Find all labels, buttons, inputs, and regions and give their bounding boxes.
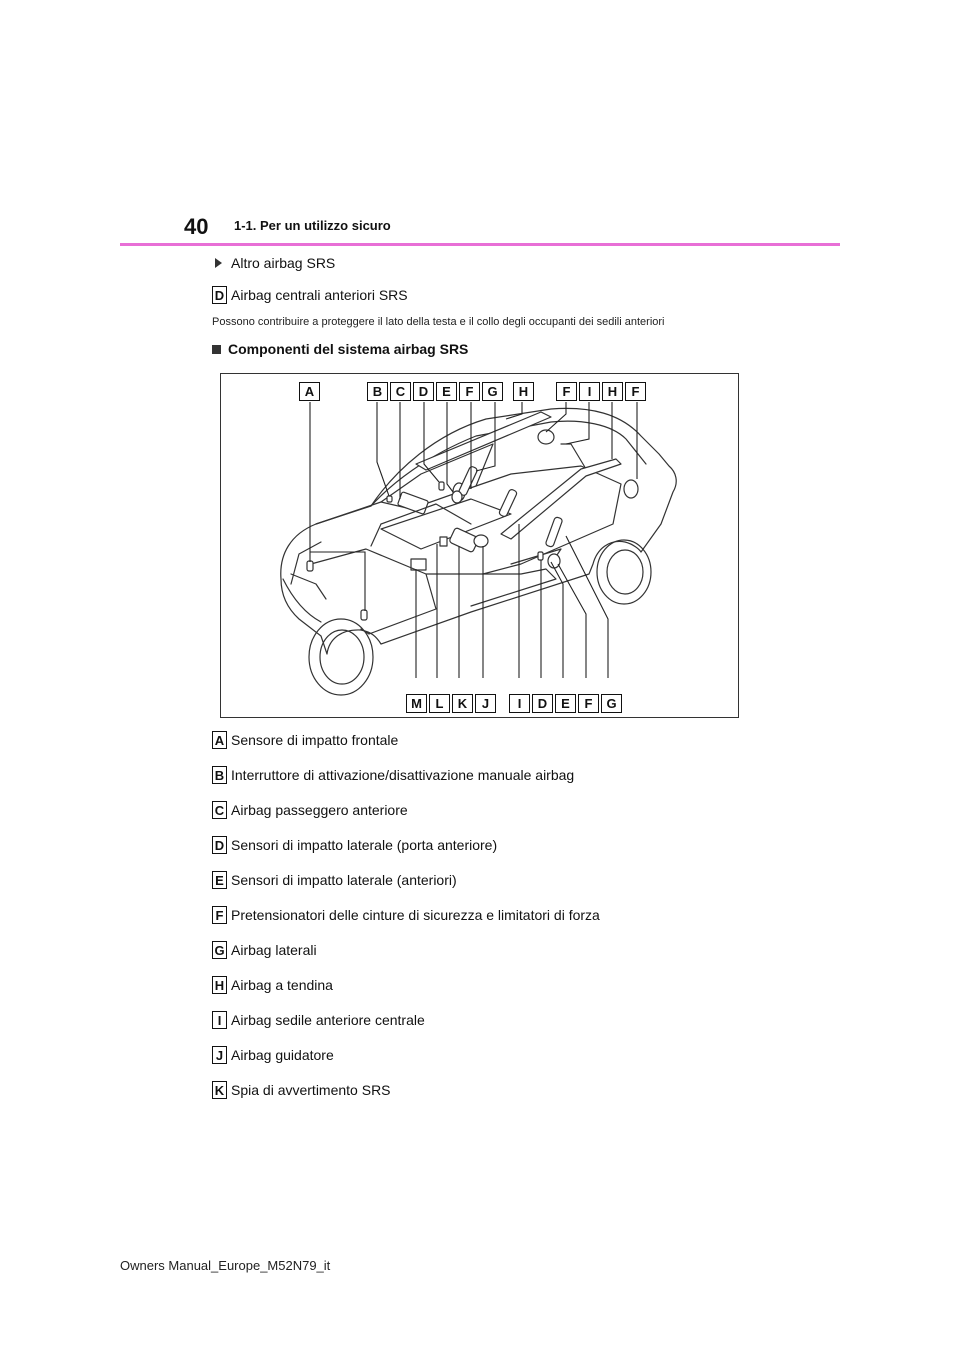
legend-label: Pretensionatori delle cinture di sicurezza e limitatori di forza (231, 907, 600, 923)
section-heading (212, 341, 468, 357)
legend-key: D (212, 836, 227, 854)
legend-item (212, 801, 408, 819)
legend-key: B (212, 766, 227, 784)
legend-key: I (212, 1011, 227, 1029)
callout-label: D (532, 694, 553, 713)
legend-key: F (212, 906, 227, 924)
legend-item (212, 941, 317, 959)
page-number: 40 (184, 214, 209, 239)
legend-item (212, 976, 333, 994)
legend-item (212, 1046, 334, 1064)
callout-label: K (452, 694, 473, 713)
d-item-line (212, 286, 408, 304)
legend-label: Airbag passeggero anteriore (231, 802, 408, 818)
callout-label: F (556, 382, 577, 401)
legend-key: K (212, 1081, 227, 1099)
legend-label: Interruttore di attivazione/disattivazione manuale airbag (231, 767, 575, 783)
section-title: 1-1. Per un utilizzo sicuro (234, 218, 391, 233)
callout-label: F (625, 382, 646, 401)
callout-label: I (579, 382, 600, 401)
callout-label: G (482, 382, 503, 401)
callout-label: F (578, 694, 599, 713)
legend-item (212, 731, 398, 749)
intro-note: Possono contribuire a proteggere il lato della testa e il collo degli occupanti dei sedili anteriori (212, 316, 665, 328)
callout-label: H (513, 382, 534, 401)
footer-manual-id: Owners Manual_Europe_M52N79_it (120, 1258, 331, 1273)
arrow-bullet-icon (215, 258, 222, 268)
d-key-badge: D (212, 286, 227, 304)
airbag-diagram (220, 373, 739, 718)
legend-key: J (212, 1046, 227, 1064)
legend-item (212, 906, 600, 924)
callout-label: B (367, 382, 388, 401)
bottom-callout-row-1 (406, 694, 498, 713)
callout-label: D (413, 382, 434, 401)
legend-key: G (212, 941, 227, 959)
top-callout-row-1 (367, 382, 505, 401)
header-rule (120, 243, 840, 246)
legend-key: E (212, 871, 227, 889)
legend-item (212, 871, 457, 889)
bottom-callout-row-2 (509, 694, 624, 713)
callout-label: M (406, 694, 427, 713)
callout-label: H (602, 382, 623, 401)
callout-label: C (390, 382, 411, 401)
legend-item (212, 766, 574, 784)
legend-item (212, 1011, 425, 1029)
square-bullet-icon (212, 345, 221, 354)
callout-label: I (509, 694, 530, 713)
callout-label: G (601, 694, 622, 713)
legend-label: Airbag sedile anteriore centrale (231, 1012, 425, 1028)
bullet-line (212, 255, 335, 271)
d-item-label: Airbag centrali anteriori SRS (231, 287, 408, 303)
car-illustration (221, 374, 738, 717)
legend-label: Airbag laterali (231, 942, 317, 958)
legend-label: Spia di avvertimento SRS (231, 1082, 391, 1098)
legend-label: Sensori di impatto laterale (anteriori) (231, 872, 457, 888)
top-callout-h (513, 382, 534, 401)
top-callout-row-2 (556, 382, 648, 401)
legend-item (212, 836, 497, 854)
legend-key: C (212, 801, 227, 819)
callout-label: A (299, 382, 320, 401)
callout-label: E (436, 382, 457, 401)
callout-label: J (475, 694, 496, 713)
top-callout-a (299, 382, 320, 401)
callout-label: E (555, 694, 576, 713)
legend-item (212, 1081, 391, 1099)
legend-key: A (212, 731, 227, 749)
legend-label: Airbag guidatore (231, 1047, 334, 1063)
callout-label: F (459, 382, 480, 401)
legend-label: Airbag a tendina (231, 977, 333, 993)
heading-text: Componenti del sistema airbag SRS (228, 341, 469, 357)
legend-label: Sensore di impatto frontale (231, 732, 399, 748)
bullet-text: Altro airbag SRS (231, 255, 336, 271)
legend-key: H (212, 976, 227, 994)
callout-label: L (429, 694, 450, 713)
legend-label: Sensori di impatto laterale (porta anteriore) (231, 837, 498, 853)
